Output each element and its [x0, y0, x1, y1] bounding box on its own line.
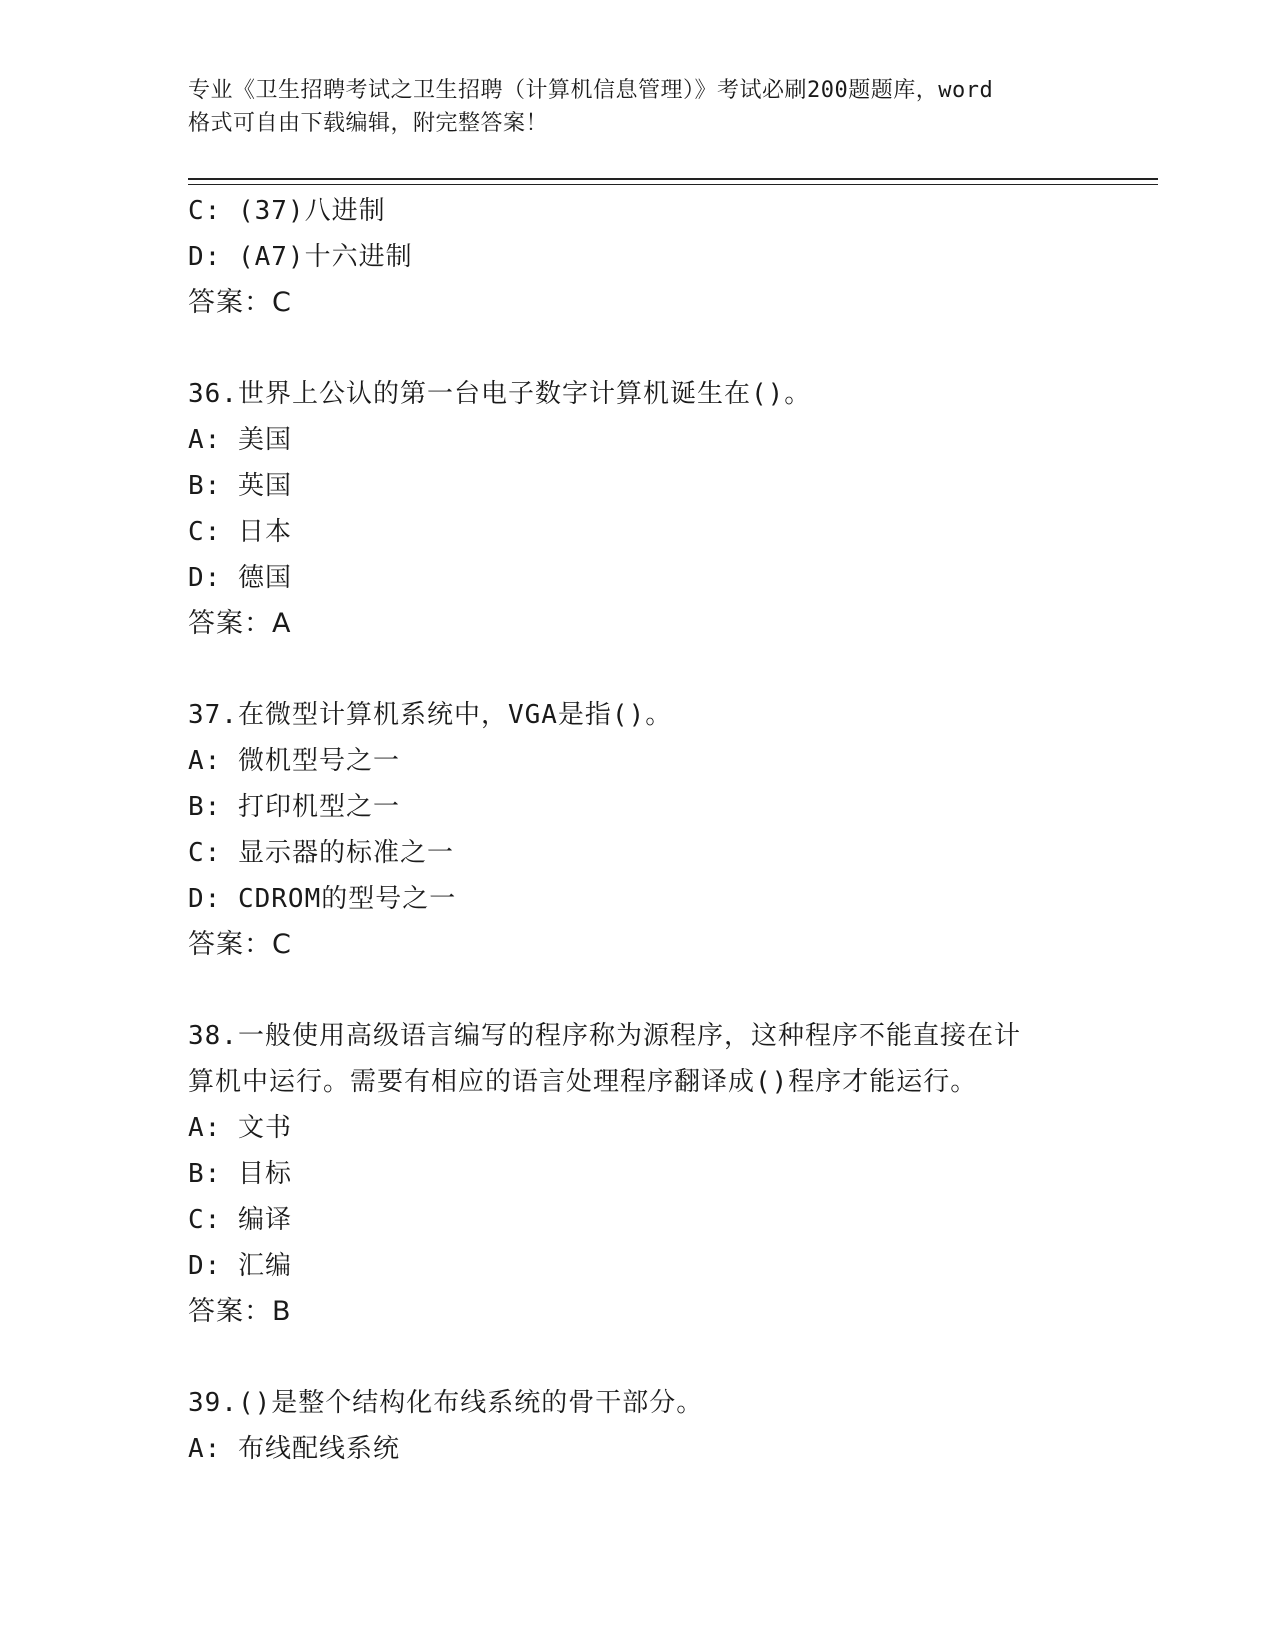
question-text: 36.世界上公认的第一台电子数字计算机诞生在()。 — [188, 379, 812, 409]
option-c: C: 显示器的标准之一 — [188, 838, 454, 868]
answer: 答案：C — [188, 287, 292, 318]
question-text: 39.()是整个结构化布线系统的骨干部分。 — [188, 1388, 704, 1418]
question-38 — [188, 1013, 1088, 1335]
option-d: D: CDROM的型号之一 — [188, 884, 457, 914]
option-c: C: (37)八进制 — [188, 196, 386, 226]
header-divider-bottom — [188, 184, 1158, 185]
answer: 答案：B — [188, 1296, 292, 1327]
option-d: D: 汇编 — [188, 1251, 292, 1281]
option-a: A: 美国 — [188, 425, 292, 455]
header-line-1: 专业《卫生招聘考试之卫生招聘（计算机信息管理）》考试必刷200题题库，word — [188, 78, 994, 103]
option-a: A: 布线配线系统 — [188, 1434, 400, 1464]
question-list — [188, 188, 1088, 1472]
header-divider-top — [188, 178, 1158, 180]
question-35-continued — [188, 188, 1088, 326]
answer: 答案：C — [188, 929, 292, 960]
option-a: A: 文书 — [188, 1113, 292, 1143]
option-c: C: 编译 — [188, 1205, 292, 1235]
option-d: D: (A7)十六进制 — [188, 242, 413, 272]
option-a: A: 微机型号之一 — [188, 746, 400, 776]
question-37 — [188, 692, 1088, 968]
option-b: B: 目标 — [188, 1159, 292, 1189]
option-c: C: 日本 — [188, 517, 292, 547]
question-text: 37.在微型计算机系统中，VGA是指()。 — [188, 700, 673, 730]
question-text-line-1: 38.一般使用高级语言编写的程序称为源程序，这种程序不能直接在计 — [188, 1021, 1021, 1051]
question-36 — [188, 371, 1088, 647]
document-header — [188, 74, 1088, 140]
question-39 — [188, 1380, 1088, 1472]
question-text-line-2: 算机中运行。需要有相应的语言处理程序翻译成()程序才能运行。 — [188, 1067, 978, 1097]
option-d: D: 德国 — [188, 563, 292, 593]
answer: 答案：A — [188, 608, 292, 639]
option-b: B: 打印机型之一 — [188, 792, 400, 822]
header-line-2: 格式可自由下载编辑，附完整答案！ — [188, 111, 549, 136]
option-b: B: 英国 — [188, 471, 292, 501]
